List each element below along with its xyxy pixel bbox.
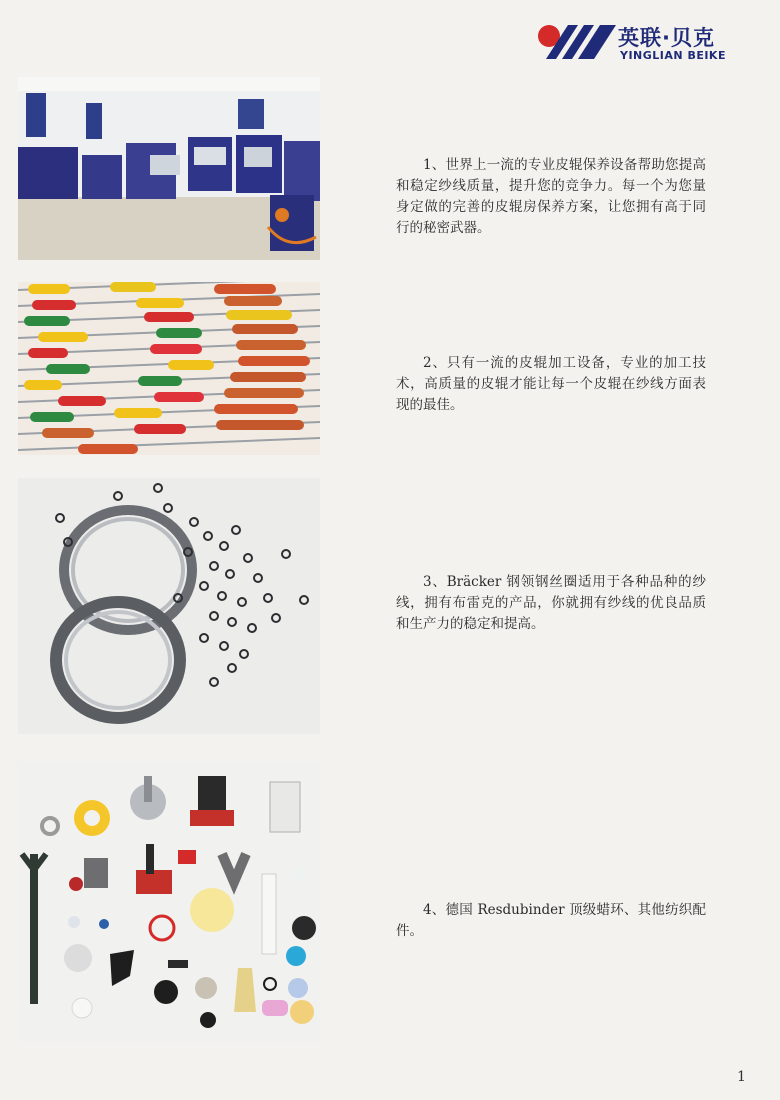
section-2-text: 2、只有一流的皮辊加工设备，专业的加工技术，高质量的皮辊才能让每一个皮辊在纱线方面表现的最佳。 xyxy=(396,355,706,413)
photo-colored-rollers xyxy=(18,282,320,455)
section-4-text: 4、德国 Resdubinder 顶级蜡环、其他纺织配件。 xyxy=(396,902,706,939)
logo-english-name: YINGLIAN BEIKE xyxy=(620,49,726,62)
photo-rings-and-travellers xyxy=(18,478,320,734)
logo-chinese-name: 英联·贝克 xyxy=(618,26,715,50)
section-3-text: 3、Bräcker 钢领钢丝圈适用于各种品种的纱线，拥有布雷克的产品，你就拥有纱线的优良品质和生产力的稳定和提高。 xyxy=(396,574,706,632)
photo-roller-workshop xyxy=(18,77,320,260)
section-1-text: 1、世界上一流的专业皮辊保养设备帮助您提高和稳定纱线质量，提升您的竞争力。每一个为您量身定做的完善的皮辊房保养方案，让您拥有高于同行的秘密武器。 xyxy=(396,157,706,236)
photo-textile-accessories xyxy=(18,762,320,1042)
page-number: 1 xyxy=(737,1069,746,1085)
company-logo xyxy=(538,22,738,66)
logo-stripes-icon xyxy=(546,25,616,59)
